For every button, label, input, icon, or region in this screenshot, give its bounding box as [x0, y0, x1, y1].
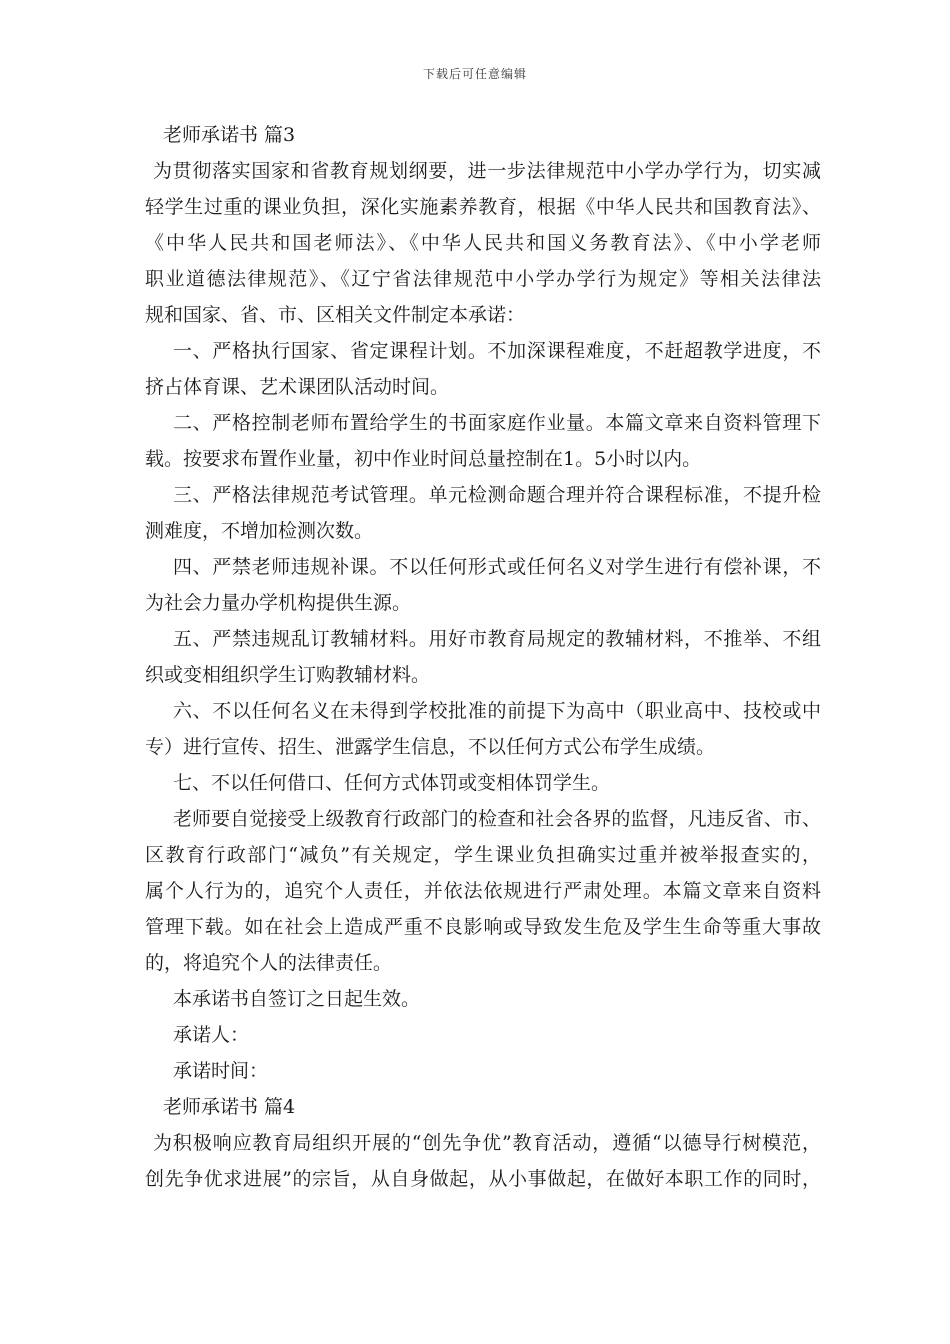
paragraph-line: 二、严格控制老师布置给学生的书面家庭作业量。本篇文章来自资料管理下: [173, 412, 821, 434]
commitment-item-6: [145, 693, 821, 765]
paragraph-line: 三、严格法律规范考试管理。单元检测命题合理并符合课程标准，不提升检: [173, 484, 821, 506]
section-3-title: 老师承诺书 篇3: [163, 124, 296, 146]
paragraph-line: 轻学生过重的课业负担，深化实施素养教育，根据《中华人民共和国教育法》、: [145, 196, 821, 218]
promise-time-label: 承诺时间：: [173, 1060, 269, 1082]
page-header-note: 下载后可任意编辑: [422, 67, 527, 81]
paragraph-line: 管理下载。如在社会上造成严重不良影响或导致发生危及学生生命等重大事故: [145, 916, 821, 938]
paragraph-line: 为积极响应教育局组织开展的“创先争优”教育活动，遵循“以德导行树模范，: [153, 1132, 821, 1154]
paragraph-line: 载。按要求布置作业量，初中作业时间总量控制在1。5小时以内。: [145, 448, 702, 470]
paragraph-line: 规和国家、省、市、区相关文件制定本承诺：: [145, 304, 526, 326]
commitment-item-5: [145, 621, 821, 693]
paragraph-line: 区教育行政部门“减负”有关规定，学生课业负担确实过重并被举报查实的，: [145, 844, 821, 866]
paragraph-line: 职业道德法律规范》、《辽宁省法律规范中小学办学行为规定》等相关法律法: [145, 268, 821, 290]
document-body: [145, 117, 821, 1197]
paragraph-line: 的，将追究个人的法律责任。: [145, 952, 393, 974]
paragraph-line: 五、严禁违规乱订教辅材料。用好市教育局规定的教辅材料，不推举、不组: [173, 628, 821, 650]
paragraph-line: 《中华人民共和国老师法》、《中华人民共和国义务教育法》、《中小学老师: [145, 232, 821, 254]
commitment-item-4: [145, 549, 821, 621]
paragraph-line: 属个人行为的，追究个人责任，并依法依规进行严肃处理。本篇文章来自资料: [145, 880, 821, 902]
section-3-intro-paragraph: [145, 153, 821, 333]
effective-statement: 本承诺书自签订之日起生效。: [173, 988, 421, 1010]
paragraph-line: 六、不以任何名义在未得到学校批准的前提下为高中（职业高中、技校或中: [173, 700, 821, 722]
paragraph-line: 挤占体育课、艺术课团队活动时间。: [145, 376, 450, 398]
paragraph-line: 专）进行宣传、招生、泄露学生信息，不以任何方式公布学生成绩。: [145, 736, 716, 758]
paragraph-line: 测难度，不增加检测次数。: [145, 520, 374, 542]
paragraph-line: 老师要自觉接受上级教育行政部门的检查和社会各界的监督，凡违反省、市、: [173, 808, 821, 830]
commitment-item-7: 七、不以任何借口、任何方式体罚或变相体罚学生。: [173, 772, 611, 794]
paragraph-line: 四、严禁老师违规补课。不以任何形式或任何名义对学生进行有偿补课，不: [173, 556, 821, 578]
paragraph-line: 织或变相组织学生订购教辅材料。: [145, 664, 431, 686]
paragraph-line: 创先争优求进展”的宗旨，从自身做起，从小事做起，在做好本职工作的同时，: [145, 1168, 821, 1190]
commitment-item-3: [145, 477, 821, 549]
paragraph-line: 为贯彻落实国家和省教育规划纲要，进一步法律规范中小学办学行为，切实减: [153, 160, 821, 182]
commitment-item-2: [145, 405, 821, 477]
section-4-intro-paragraph: [145, 1125, 821, 1197]
promisor-label: 承诺人：: [173, 1024, 250, 1046]
supervision-paragraph: [145, 801, 821, 981]
section-4-title: 老师承诺书 篇4: [163, 1096, 296, 1118]
paragraph-line: 为社会力量办学机构提供生源。: [145, 592, 412, 614]
paragraph-line: 一、严格执行国家、省定课程计划。不加深课程难度，不赶超教学进度，不: [173, 340, 821, 362]
commitment-item-1: [145, 333, 821, 405]
